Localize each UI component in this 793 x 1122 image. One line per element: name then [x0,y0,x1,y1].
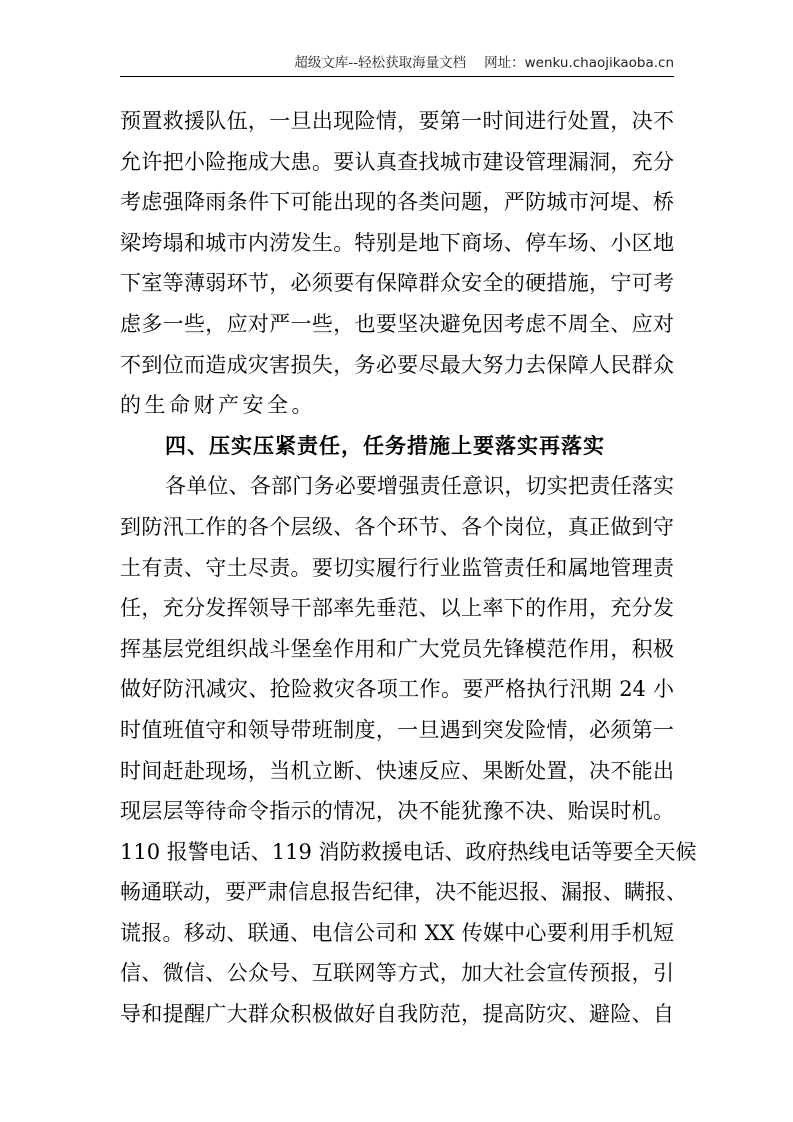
paragraph-line: 到防汛工作的各个层级、各个环节、各个岗位，真正做到守 [120,514,674,539]
header-site-name: 超级文库--轻松获取海量文档 [294,55,467,71]
document-body [120,101,697,1035]
paragraph-line: 各单位、各部门务必要增强责任意识，切实把责任落实 [165,474,674,499]
paragraph-line: 预置救援队伍，一旦出现险情，要第一时间进行处置，决不 [120,109,674,133]
header-url: 网址：wenku.chaojikaoba.cn [484,55,674,71]
page-header [120,50,674,77]
paragraph-line: 导和提醒广大群众积极做好自我防范，提高防灾、避险、自 [120,1002,674,1027]
paragraph-line: 不到位而造成灾害损失，务必要尽最大努力去保障人民群众 [120,352,674,377]
paragraph-line: 土有责、守土尽责。要切实履行行业监管责任和属地管理责 [120,555,674,580]
paragraph-line: 的生命财产安全。 [120,393,316,418]
paragraph-line: 考虑强降雨条件下可能出现的各类问题，严防城市河堤、桥 [120,190,674,215]
paragraph-line: 时间赶赴现场，当机立断、快速反应、果断处置，决不能出 [120,758,674,783]
paragraph-line: 下室等薄弱环节，必须要有保障群众安全的硬措施，宁可考 [120,271,674,296]
paragraph-line: 虑多一些，应对严一些，也要坚决避免因考虑不周全、应对 [120,311,674,336]
paragraph-line: 做好防汛减灾、抢险救灾各项工作。要严格执行汛期 24 小 [120,677,674,702]
paragraph-line: 时值班值守和领导带班制度，一旦遇到突发险情，必须第一 [120,717,674,742]
paragraph-line: 110 报警电话、119 消防救援电话、政府热线电话等要全天候 [120,839,697,864]
paragraph-line: 梁垮塌和城市内涝发生。特别是地下商场、停车场、小区地 [120,230,674,255]
paragraph-line: 畅通联动，要严肃信息报告纪律，决不能迟报、漏报、瞒报、 [120,880,687,905]
paragraph-line: 谎报。移动、联通、电信公司和 XX 传媒中心要利用手机短 [120,920,674,945]
paragraph-line: 信、微信、公众号、互联网等方式，加大社会宣传预报，引 [120,961,674,986]
paragraph-line: 允许把小险拖成大患。要认真查找城市建设管理漏洞，充分 [120,149,674,174]
paragraph-line: 挥基层党组织战斗堡垒作用和广大党员先锋模范作用，积极 [120,636,674,661]
paragraph-line: 任，充分发挥领导干部率先垂范、以上率下的作用，充分发 [120,596,674,621]
section-heading: 四、压实压紧责任，任务措施上要落实再落实 [165,433,605,458]
paragraph-line: 现层层等待命令指示的情况，决不能犹豫不决、贻误时机。 [120,799,674,824]
